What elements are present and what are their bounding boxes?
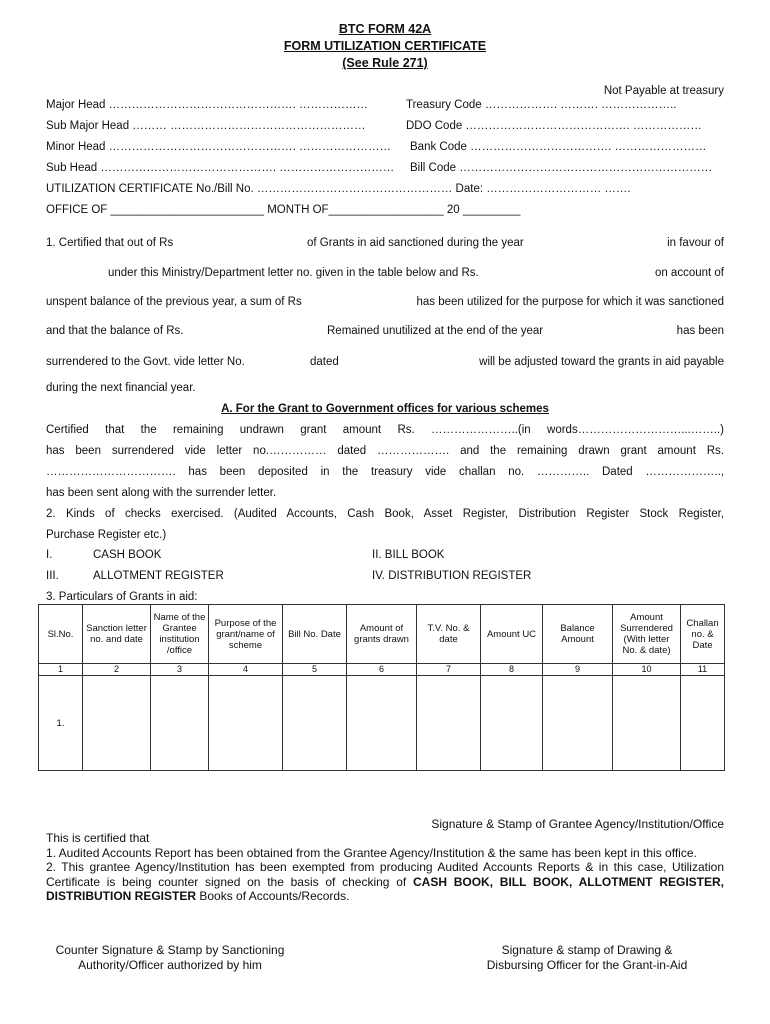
bank-code-field[interactable]: Bank Code ………………………………. …………………… — [410, 141, 707, 153]
column-number: 1 — [39, 664, 83, 676]
sub-major-head-field[interactable]: Sub Major Head ……… …………………………………………… — [46, 120, 366, 132]
column-header: Amount UC — [481, 605, 543, 664]
certification-point-2-text: 2. This grantee Agency/Institution has been exempted from producing Audited Accounts Reports & in this case, Utilization Certificate is being counter signed on the basis of checking of — [46, 860, 724, 889]
counter-signature-block — [40, 943, 300, 973]
check-distribution-register: IV. DISTRIBUTION REGISTER — [372, 570, 532, 582]
certify-text-11: surrendered to the Govt. vide letter No. — [46, 356, 245, 368]
not-payable-note: Not Payable at treasury — [603, 85, 724, 97]
table-cell[interactable] — [151, 676, 209, 771]
office-of-field[interactable]: OFFICE OF ________________________ MONTH OF__________________ 20 _________ — [46, 204, 521, 216]
column-number: 11 — [681, 664, 725, 676]
ddo-signature-line: Signature & stamp of Drawing & — [501, 943, 673, 957]
counter-signature-line: Counter Signature & Stamp by Sanctioning — [55, 943, 285, 957]
column-header: Purpose of the grant/name of scheme — [209, 605, 283, 664]
column-header: Challan no. & Date — [681, 605, 725, 664]
column-header: T.V. No. & date — [417, 605, 481, 664]
table-header-row — [39, 605, 725, 664]
checks-text: 2. Kinds of checks exercised. (Audited Accounts, Cash Book, Asset Register, Distribution Register Stock Register, — [46, 508, 724, 520]
certify-text-13: will be adjusted toward the grants in aid payable — [479, 356, 724, 368]
row-serial: 1. — [39, 676, 83, 771]
section-a-line: ……………………………. has been deposited in the treasury vide challan no. ………….. Dated ……………….., — [46, 466, 724, 478]
grants-table — [38, 604, 725, 771]
column-number-row — [39, 664, 725, 676]
column-header: Bill No. Date — [283, 605, 347, 664]
column-number: 3 — [151, 664, 209, 676]
minor-head-field[interactable]: Minor Head …………………………………………. …………………… — [46, 141, 392, 153]
certification-point-1: 1. Audited Accounts Report has been obtained from the Grantee Agency/Institution & the same has been kept in this office. — [46, 845, 697, 860]
column-number: 5 — [283, 664, 347, 676]
table-cell[interactable] — [681, 676, 725, 771]
check-number: I. — [46, 549, 53, 561]
bill-code-field[interactable]: Bill Code ………………………………………………………… — [410, 162, 713, 174]
certify-text-10: has been — [676, 325, 724, 337]
certification-point-2 — [46, 860, 724, 904]
column-number: 9 — [543, 664, 613, 676]
column-header: Balance Amount — [543, 605, 613, 664]
column-header: Amount of grants drawn — [347, 605, 417, 664]
form-number: BTC FORM 42A — [338, 22, 432, 36]
sub-head-field[interactable]: Sub Head ………………………………………. ………………………… — [46, 162, 395, 174]
table-caption: 3. Particulars of Grants in aid: — [46, 591, 198, 603]
certify-text-8: and that the balance of Rs. — [46, 325, 184, 337]
column-header: Sl.No. — [39, 605, 83, 664]
certify-text-4: under this Ministry/Department letter no. given in the table below and Rs. — [108, 267, 479, 279]
certify-text-6: unspent balance of the previous year, a sum of Rs — [46, 296, 302, 308]
table-cell[interactable] — [417, 676, 481, 771]
certification-books: CASH BOOK, BILL BOOK, ALLOTMENT REGISTER, DISTRIBUTION REGISTER — [46, 874, 725, 903]
table-row — [39, 676, 725, 771]
table-cell[interactable] — [543, 676, 613, 771]
grantee-signature-label: Signature & Stamp of Grantee Agency/Institution/Office — [431, 817, 724, 831]
certify-text-5: on account of — [654, 267, 724, 279]
section-a-line: Certified that the remaining undrawn grant amount Rs. …………………..(in words………………………...……..) — [46, 424, 724, 436]
section-a-title: A. For the Grant to Government offices for various schemes — [221, 403, 549, 415]
check-bill-book: II. BILL BOOK — [372, 549, 445, 561]
certification-intro: This is certified that — [46, 831, 150, 845]
certify-text-9: Remained unutilized at the end of the year — [327, 325, 544, 337]
certify-text-14: during the next financial year. — [46, 382, 196, 394]
column-number: 10 — [613, 664, 681, 676]
check-number: III. — [46, 570, 59, 582]
uc-number-field[interactable]: UTILIZATION CERTIFICATE No./Bill No. …………………………………………… Date: ………………………… ……. — [46, 183, 631, 195]
column-number: 7 — [417, 664, 481, 676]
column-number: 2 — [83, 664, 151, 676]
form-title: FORM UTILIZATION CERTIFICATE — [283, 39, 487, 53]
table-cell[interactable] — [209, 676, 283, 771]
column-header: Sanction letter no. and date — [83, 605, 151, 664]
certify-text-2: of Grants in aid sanctioned during the year — [307, 237, 524, 249]
table-cell[interactable] — [347, 676, 417, 771]
ddo-code-field[interactable]: DDO Code ……………………………………. ……………… — [406, 120, 702, 132]
ddo-signature-block — [452, 943, 722, 973]
major-head-field[interactable]: Major Head …………………………………………. ……………… — [46, 99, 369, 111]
table-cell[interactable] — [83, 676, 151, 771]
certify-text-7: has been utilized for the purpose for which it was sanctioned — [416, 296, 724, 308]
checks-text: Purchase Register etc.) — [46, 529, 167, 541]
column-number: 8 — [481, 664, 543, 676]
table-cell[interactable] — [481, 676, 543, 771]
column-number: 6 — [347, 664, 417, 676]
counter-signature-line: Authority/Officer authorized by him — [78, 958, 262, 972]
column-number: 4 — [209, 664, 283, 676]
treasury-code-field[interactable]: Treasury Code ………………. ………. ……………….. — [406, 99, 677, 111]
certify-text-3: in favour of — [667, 237, 724, 249]
section-a-line: has been sent along with the surrender letter. — [46, 487, 277, 499]
certification-point-2-end: Books of Accounts/Records. — [199, 889, 350, 903]
certify-text-1: 1. Certified that out of Rs — [46, 237, 174, 249]
column-header: Name of the Grantee institution /office — [151, 605, 209, 664]
certification-block — [46, 831, 724, 904]
check-allotment-register: ALLOTMENT REGISTER — [93, 570, 224, 582]
column-header: Amount Surrendered (With letter No. & date) — [613, 605, 681, 664]
section-a-line: has been surrendered vide letter no.…………… dated ………………. and the remaining drawn grant amount Rs. — [46, 445, 724, 457]
certify-text-12: dated — [310, 356, 339, 368]
table-cell[interactable] — [283, 676, 347, 771]
table-cell[interactable] — [613, 676, 681, 771]
check-cash-book: CASH BOOK — [93, 549, 162, 561]
ddo-signature-line: Disbursing Officer for the Grant-in-Aid — [486, 958, 688, 972]
rule-reference: (See Rule 271) — [342, 56, 428, 70]
